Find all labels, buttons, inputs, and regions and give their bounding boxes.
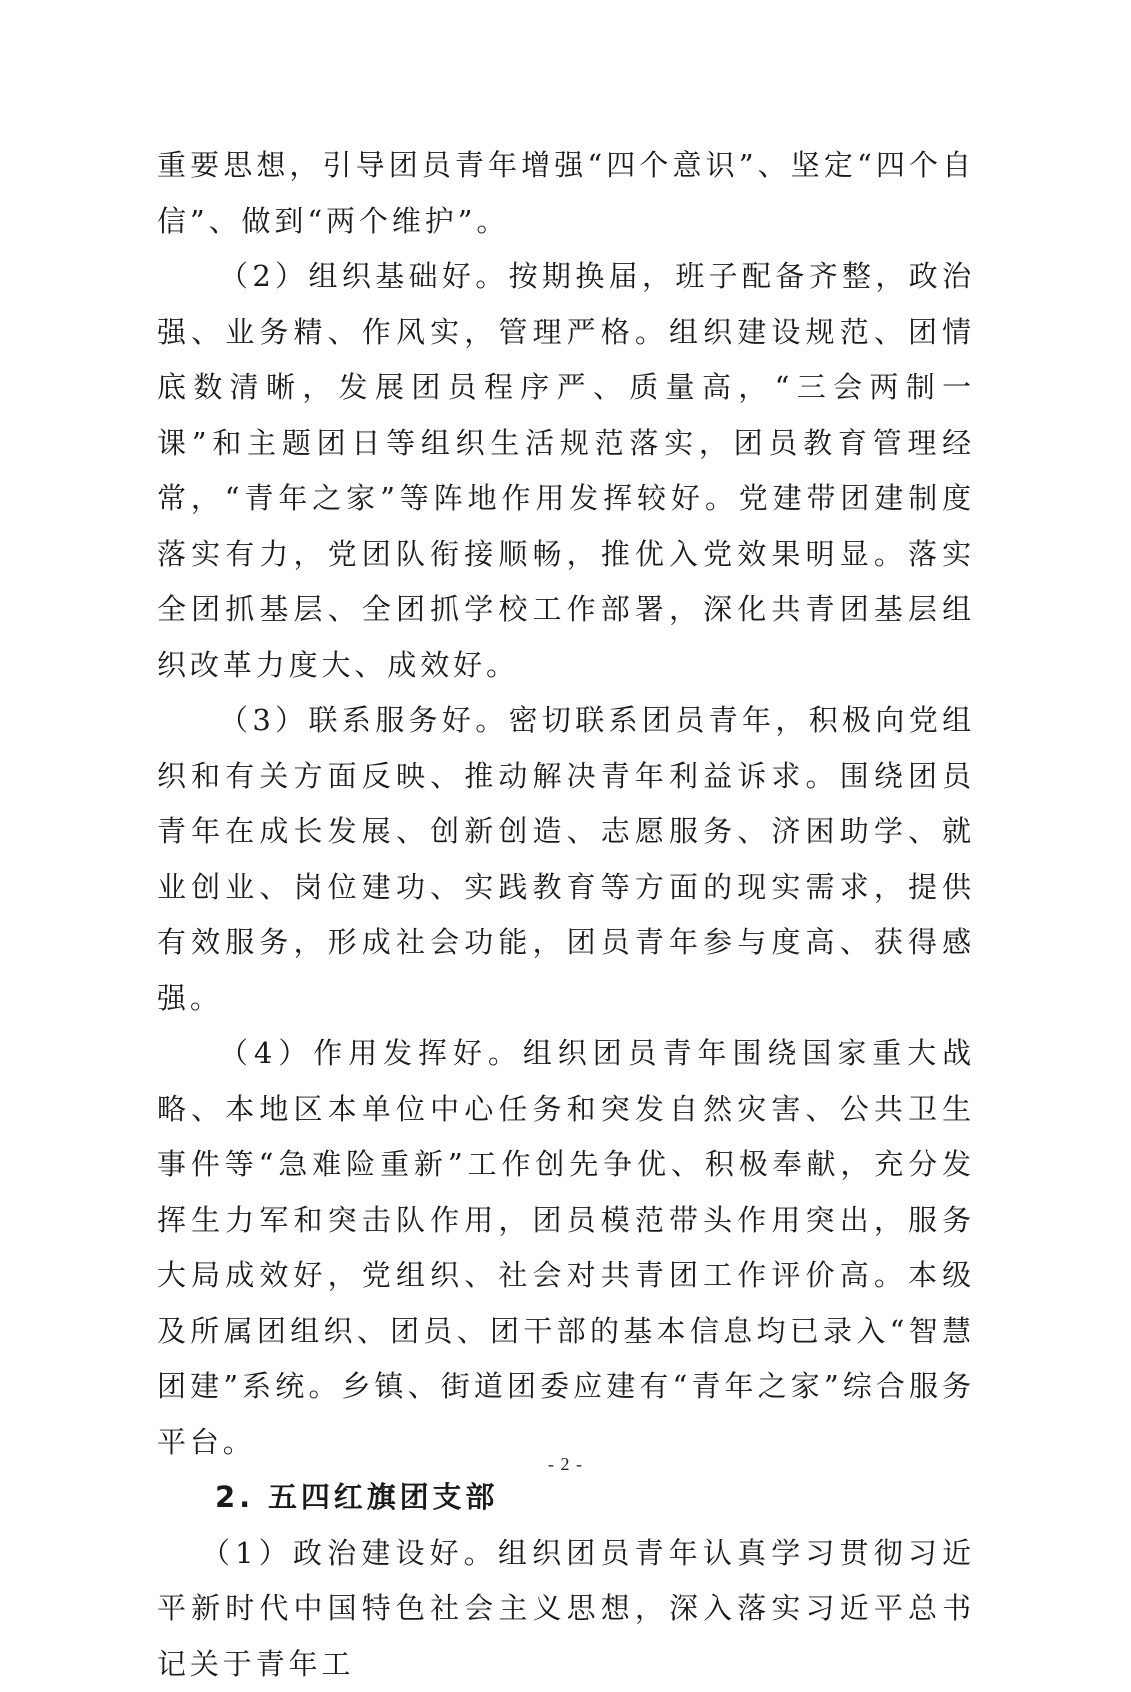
paragraph-continuation: 重要思想，引导团员青年增强“四个意识”、坚定“四个自信”、做到“两个维护”。 xyxy=(157,138,975,249)
paragraph-organization-foundation: （2）组织基础好。按期换届，班子配备齐整，政治强、业务精、作风实，管理严格。组织建设规范、团情底数清晰，发展团员程序严、质量高，“三会两制一课”和主题团日等组织生活规范落实，团员教育管理经常，“青年之家”等阵地作用发挥较好。党建带团建制度落实有力，党团队衔接顺畅，推优入党效果明显。落实全团抓基层、全团抓学校工作部署，深化共青团基层组织改革力度大、成效好。 xyxy=(157,249,975,693)
paragraph-political-building: （1）政治建设好。组织团员青年认真学习贯彻习近平新时代中国特色社会主义思想，深入落实习近平总书记关于青年工 xyxy=(157,1526,975,1692)
paragraph-role-performance: （4）作用发挥好。组织团员青年围绕国家重大战略、本地区本单位中心任务和突发自然灾害、公共卫生事件等“急难险重新”工作创先争优、积极奉献，充分发挥生力军和突击队作用，团员模范带头作用突出，服务大局成效好，党组织、社会对共青团工作评价高。本级及所属团组织、团员、团干部的基本信息均已录入“智慧团建”系统。乡镇、街道团委应建有“青年之家”综合服务平台。 xyxy=(157,1026,975,1470)
paragraph-liaison-service: （3）联系服务好。密切联系团员青年，积极向党组织和有关方面反映、推动解决青年利益诉求。围绕团员青年在成长发展、创新创造、志愿服务、济困助学、就业创业、岗位建功、实践教育等方面的现实需求，提供有效服务，形成社会功能，团员青年参与度高、获得感强。 xyxy=(157,693,975,1026)
page-number: - 2 - xyxy=(0,1454,1131,1475)
section-heading: 2. 五四红旗团支部 xyxy=(157,1470,975,1526)
